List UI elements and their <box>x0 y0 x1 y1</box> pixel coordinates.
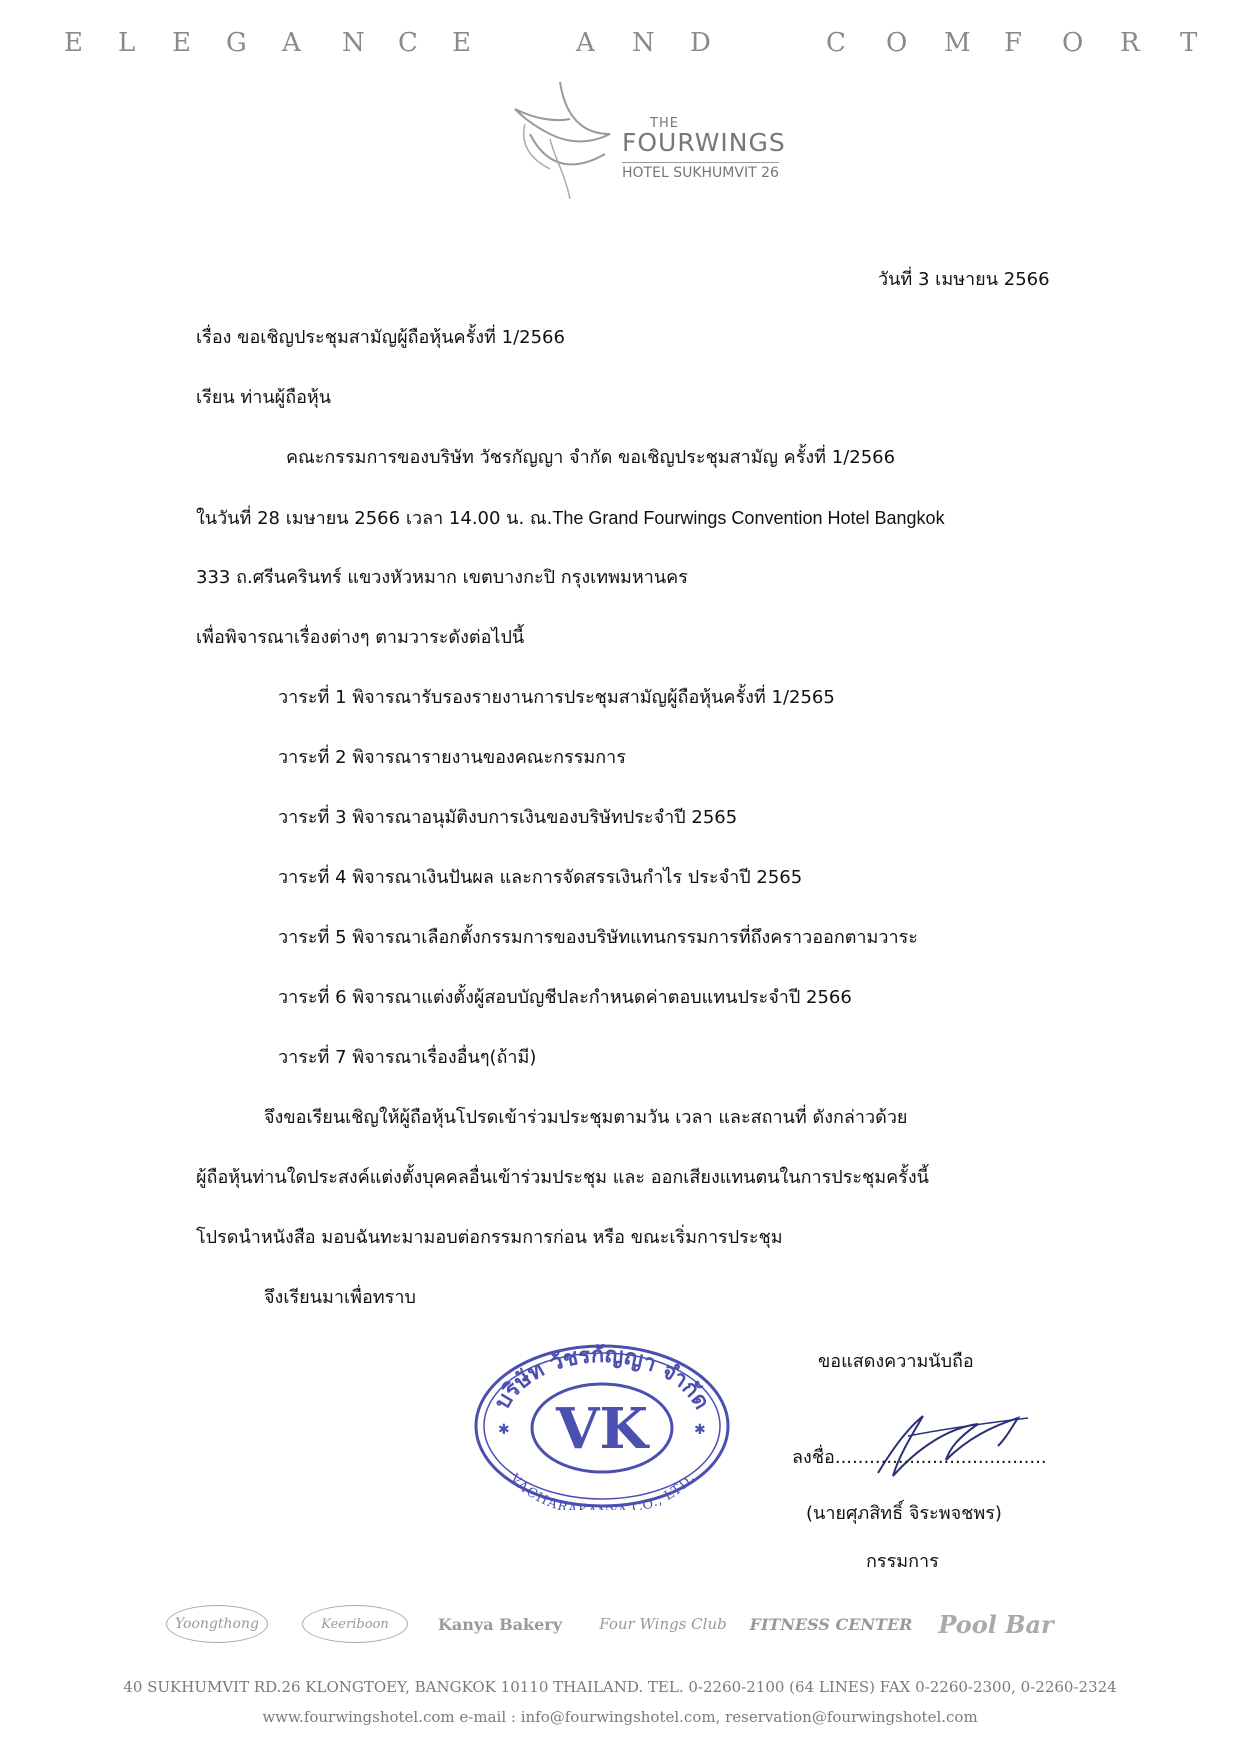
closing-paragraph-4: จึงเรียนมาเพื่อทราบ <box>264 1287 416 1308</box>
tagline-letter: M <box>944 28 971 58</box>
letter-subject: เรื่อง ขอเชิญประชุมสามัญผู้ถือหุ้นครั้งที่ 1/2566 <box>196 327 565 348</box>
signatory-name: (นายศุภสิทธิ์ จิระพจชพร) <box>806 1503 1002 1524</box>
logo-subtitle: HOTEL SUKHUMVIT 26 <box>622 162 779 181</box>
tagline-letter: R <box>1120 28 1140 58</box>
closing-paragraph-3: โปรดนำหนังสือ มอบฉันทะมามอบต่อกรรมการก่อน หรือ ขณะเริ่มการประชุม <box>196 1227 783 1248</box>
tagline-letter: G <box>226 28 247 58</box>
signatory-position: กรรมการ <box>866 1551 939 1572</box>
tagline-letter: E <box>452 28 471 58</box>
tagline-letter: N <box>632 28 655 58</box>
agenda-intro: เพื่อพิจารณาเรื่องต่างๆ ตามวาระดังต่อไปนี้ <box>196 627 525 648</box>
letter-date: วันที่ 3 เมษายน 2566 <box>878 269 1050 290</box>
svg-text:VACHARAKANYA CO., LTD.: VACHARA CO., LTD. <box>506 1471 698 1510</box>
tagline-letter: A <box>282 28 301 58</box>
letter-salutation: เรียน ท่านผู้ถือหุ้น <box>196 387 332 408</box>
meeting-venue: The Grand Fourwings Convention Hotel Bangkok <box>552 508 945 528</box>
fourwings-club-label: Four Wings Club <box>599 1615 727 1633</box>
agenda-item: วาระที่ 2 พิจารณารายงานของคณะกรรมการ <box>278 747 626 768</box>
agenda-item: วาระที่ 4 พิจารณาเงินปันผล และการจัดสรรเงินกำไร ประจำปี 2565 <box>278 867 803 888</box>
kanya-bakery-label: Kanya Bakery <box>437 1614 563 1634</box>
yoongthong-label: Yoongthong <box>166 1605 268 1643</box>
tagline-letter: T <box>1180 28 1198 58</box>
tagline-letter: E <box>172 28 191 58</box>
footer-address: 40 SUKHUMVIT RD.26 KLONGTOEY, BANGKOK 10110 THAILAND. TEL. 0-2260-2100 (64 LINES) FAX 0-2260-2300, 0-2260-2324 <box>123 1678 1117 1696</box>
closing-paragraph-2: ผู้ถือหุ้นท่านใดประสงค์แต่งตั้งบุคคลอื่นเข้าร่วมประชุม และ ออกเสียงแทนตนในการประชุมครั้งนี้ <box>196 1167 929 1188</box>
yoongthong-logo <box>164 1596 270 1652</box>
signature-regards: ขอแสดงความนับถือ <box>818 1351 974 1372</box>
company-stamp <box>472 1342 732 1510</box>
agenda-item: วาระที่ 3 พิจารณาอนุมัติงบการเงินของบริษัทประจำปี 2565 <box>278 807 738 828</box>
tagline-letter: C <box>826 28 846 58</box>
stamp-seal-icon <box>472 1342 732 1510</box>
hotel-logo <box>510 74 786 204</box>
tagline-letter: N <box>342 28 365 58</box>
tagline-letter: D <box>690 28 711 58</box>
letterhead-tagline <box>0 28 1240 68</box>
tagline-letter: O <box>1062 28 1084 58</box>
logo-brand: FOURWINGS <box>622 128 786 157</box>
agenda-item: วาระที่ 6 พิจารณาแต่งตั้งผู้สอบบัญชีปละกำหนดค่าตอบแทนประจำปี 2566 <box>278 987 852 1008</box>
tagline-letter: F <box>1004 28 1023 58</box>
meeting-address: 333 ถ.ศรีนครินทร์ แขวงหัวหมาก เขตบางกะปิ กรุงเทพมหานคร <box>196 567 688 588</box>
svg-text:บริษัท วัชรกัญญา จำกัด: บริษัท วัชรกัญญา จำกัด <box>489 1342 715 1414</box>
keeriboon-logo <box>300 1596 410 1652</box>
svg-text:VK: VK <box>555 1396 649 1462</box>
tagline-letter: L <box>118 28 136 58</box>
closing-paragraph-1: จึงขอเรียนเชิญให้ผู้ถือหุ้นโปรดเข้าร่วมประชุมตามวัน เวลา และสถานที่ ดังกล่าวด้วย <box>264 1107 908 1128</box>
signature-line: ลงชื่อ..................................... <box>792 1447 1047 1468</box>
agenda-item: วาระที่ 1 พิจารณารับรองรายงานการประชุมสามัญผู้ถือหุ้นครั้งที่ 1/2565 <box>278 687 835 708</box>
agenda-item: วาระที่ 5 พิจารณาเลือกตั้งกรรมการของบริษัทแทนกรรมการที่ถึงคราวออกตามวาระ <box>278 927 918 948</box>
fitness-center-label: FITNESS CENTER <box>749 1614 913 1634</box>
svg-text:✱: ✱ <box>498 1422 510 1438</box>
body-paragraph-1: คณะกรรมการของบริษัท วัชรกัญญา จำกัด ขอเชิญประชุมสามัญ ครั้งที่ 1/2566 <box>286 447 896 468</box>
footer-brands <box>0 1596 1240 1656</box>
footer-web-email: www.fourwingshotel.com e-mail : info@fourwingshotel.com, reservation@fourwingshotel.com <box>262 1708 978 1726</box>
meeting-datetime: ในวันที่ 28 เมษายน 2566 เวลา 14.00 น. ณ. <box>196 508 553 529</box>
svg-text:✱: ✱ <box>694 1422 706 1438</box>
tagline-letter: A <box>576 28 595 58</box>
logo-the: THE <box>650 116 679 131</box>
body-paragraph-2 <box>196 506 945 531</box>
tagline-letter: E <box>64 28 83 58</box>
pool-bar-label: Pool Bar <box>938 1609 1054 1639</box>
agenda-item: วาระที่ 7 พิจารณาเรื่องอื่นๆ(ถ้ามี) <box>278 1047 537 1068</box>
tagline-letter: O <box>886 28 908 58</box>
keeriboon-label: Keeriboon <box>302 1605 408 1643</box>
tagline-letter: C <box>398 28 418 58</box>
wings-emblem-icon <box>510 74 630 204</box>
